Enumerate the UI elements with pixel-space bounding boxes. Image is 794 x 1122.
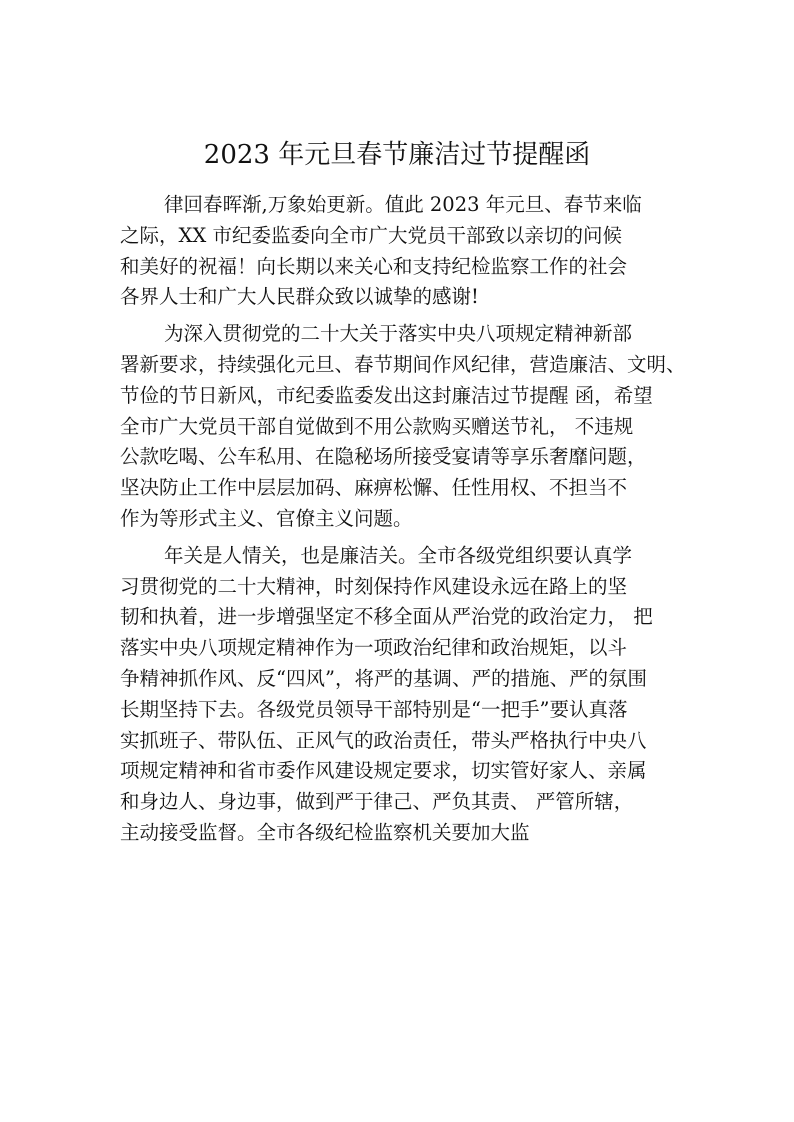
- paragraph-1-line-2: 之际，XX 市纪委监委向全市广大党员干部致以亲切的问候: [120, 223, 622, 247]
- paragraph-3-line-6: 长期坚持下去。各级党员领导干部特别是“一把手”要认真落: [120, 697, 628, 721]
- paragraph-3-line-7: 实抓班子、带队伍、正风气的政治责任，带头严格执行中央八: [120, 728, 647, 752]
- paragraph-3-line-1: 年关是人情关，也是廉洁关。全市各级党组织要认真学: [164, 543, 633, 567]
- paragraph-3-line-3: 韧和执着，进一步增强坚定不移全面从严治党的政治定力， 把: [120, 605, 653, 629]
- paragraph-2-line-3: 节俭的节日新风，市纪委监委发出这封廉洁过节提醒 函，希望: [120, 383, 653, 407]
- paragraph-2-line-2: 署新要求，持续强化元旦、春节期间作风纪律，营造廉洁、文明、: [120, 352, 686, 376]
- paragraph-3-line-8: 项规定精神和省市委作风建设规定要求，切实管好家人、亲属: [120, 759, 647, 783]
- document-title: 2023 年元旦春节廉洁过节提醒函: [203, 140, 591, 170]
- paragraph-3-line-4: 落实中央八项规定精神作为一项政治纪律和政治规矩，以斗: [120, 636, 628, 660]
- paragraph-3-line-10: 主动接受监督。全市各级纪检监察机关要加大监: [120, 820, 530, 844]
- paragraph-3-line-5: 争精神抓作风、反“四风”，将严的基调、严的措施、严的氛围: [120, 666, 647, 690]
- paragraph-2-line-6: 坚决防止工作中层层加码、麻痹松懈、任性用权、不担当不: [120, 476, 628, 500]
- paragraph-3-line-2: 习贯彻党的二十大精神，时刻保持作风建设永远在路上的坚: [120, 574, 628, 598]
- paragraph-1-line-4: 各界人士和广大人民群众致以诚挚的感谢!: [120, 285, 479, 309]
- paragraph-2-line-1: 为深入贯彻党的二十大关于落实中央八项规定精神新部: [164, 322, 633, 346]
- paragraph-1-line-1: 律回春晖渐,万象始更新。值此 2023 年元旦、春节来临: [164, 193, 642, 216]
- paragraph-2-line-7: 作为等形式主义、官僚主义问题。: [120, 506, 413, 530]
- paragraph-2-line-4: 全市广大党员干部自觉做到不用公款购买赠送节礼， 不违规: [120, 414, 634, 438]
- document-body: [120, 190, 700, 849]
- paragraph-2-line-5: 公款吃喝、公车私用、在隐秘场所接受宴请等享乐奢靡问题，: [120, 445, 647, 469]
- paragraph-3-line-9: 和身边人、身边事，做到严于律己、严负其责、 严管所辖，: [120, 790, 634, 814]
- paragraph-1-line-3: 和美好的祝福！向长期以来关心和支持纪检监察工作的社会: [120, 254, 628, 278]
